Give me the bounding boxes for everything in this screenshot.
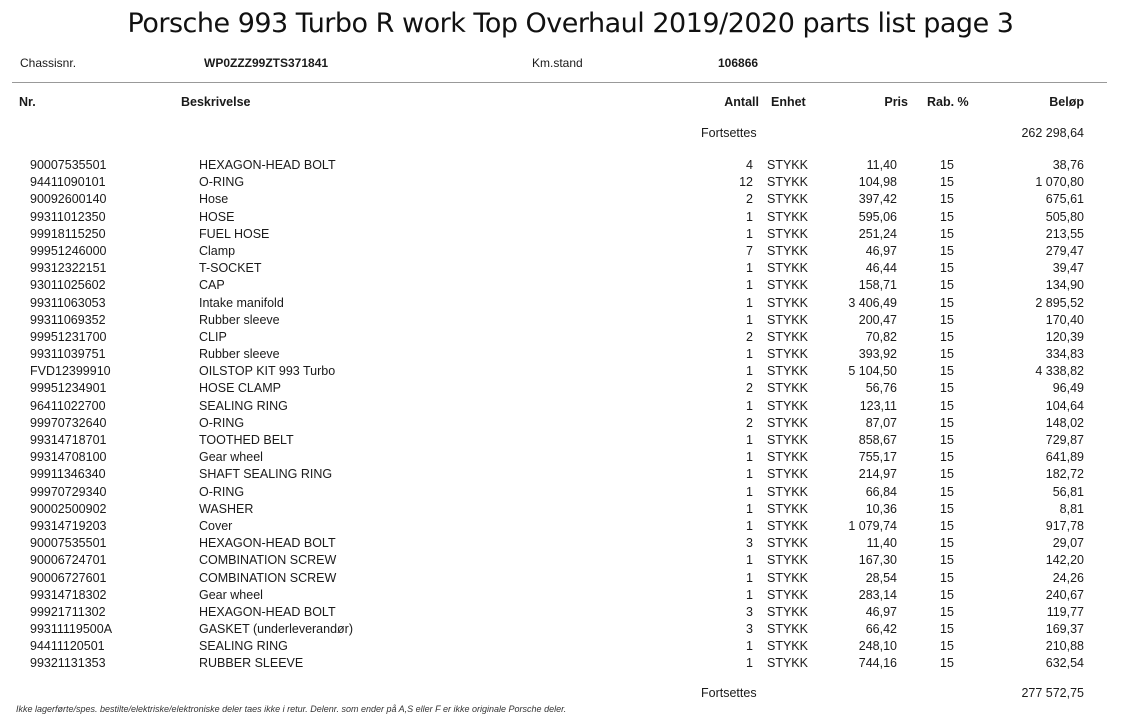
unit: STYKK [767, 192, 808, 207]
part-description: HEXAGON-HEAD BOLT [199, 158, 336, 172]
table-row [0, 604, 1141, 621]
part-description: COMBINATION SCREW [199, 570, 337, 585]
unit: STYKK [767, 467, 808, 482]
discount: 15 [940, 501, 954, 516]
table-row [0, 174, 1141, 191]
part-description: CAP [199, 278, 225, 293]
unit: STYKK [767, 158, 808, 172]
part-number: 99951234901 [30, 381, 107, 396]
part-description: Rubber sleeve [199, 312, 280, 327]
part-number: 99312322151 [30, 261, 107, 276]
quantity: 1 [746, 639, 753, 654]
quantity: 3 [746, 604, 753, 619]
table-row [0, 449, 1141, 466]
part-number: 90007535501 [30, 536, 107, 551]
line-amount: 170,40 [1045, 312, 1084, 327]
table-row [0, 363, 1141, 380]
part-description: HOSE [199, 209, 235, 224]
table-row [0, 209, 1141, 226]
unit-price: 56,76 [865, 381, 897, 396]
part-number: 90092600140 [30, 192, 107, 207]
quantity: 1 [746, 278, 753, 293]
discount: 15 [940, 467, 954, 482]
discount: 15 [940, 656, 954, 671]
carry-in-amount: 262 298,64 [1021, 126, 1084, 140]
chassis-label: Chassisnr. [20, 56, 77, 70]
quantity: 1 [746, 484, 753, 499]
discount: 15 [940, 158, 954, 172]
part-description: COMBINATION SCREW [199, 553, 337, 568]
line-amount: 4 338,82 [1035, 364, 1084, 379]
line-amount: 729,87 [1045, 433, 1084, 447]
header-price: Pris [884, 95, 908, 109]
chassis-value: WP0ZZZ99ZTS371841 [204, 56, 329, 70]
part-number: 99951246000 [30, 243, 107, 258]
unit-price: 858,67 [858, 433, 897, 447]
part-number: 99314719203 [30, 518, 107, 533]
unit: STYKK [767, 398, 808, 413]
carry-out-label: Fortsettes [701, 686, 757, 700]
line-amount: 119,77 [1046, 604, 1084, 619]
part-description: OILSTOP KIT 993 Turbo [199, 364, 336, 379]
quantity: 1 [746, 312, 753, 327]
unit-price: 755,17 [858, 450, 897, 465]
part-description: FUEL HOSE [199, 226, 270, 241]
header-nr: Nr. [19, 95, 36, 109]
part-number: 90006724701 [30, 553, 107, 568]
table-row [0, 157, 1141, 174]
unit-price: 744,16 [858, 656, 897, 671]
line-amount: 39,47 [1052, 261, 1084, 276]
carry-out-amount: 277 572,75 [1021, 686, 1084, 700]
line-amount: 38,76 [1052, 158, 1084, 172]
line-amount: 120,39 [1045, 329, 1084, 344]
table-row [0, 638, 1141, 655]
unit: STYKK [767, 536, 808, 551]
quantity: 3 [746, 622, 753, 637]
unit: STYKK [767, 433, 808, 447]
header-divider [12, 82, 1107, 83]
table-row [0, 295, 1141, 312]
part-description: GASKET (underleverandør) [199, 622, 353, 637]
table-row [0, 346, 1141, 363]
part-description: Intake manifold [199, 295, 284, 310]
discount: 15 [940, 192, 954, 207]
unit: STYKK [767, 604, 808, 619]
table-row [0, 535, 1141, 552]
line-amount: 641,89 [1045, 450, 1084, 465]
line-amount: 2 895,52 [1035, 295, 1084, 310]
unit: STYKK [767, 501, 808, 516]
unit: STYKK [767, 226, 808, 241]
unit-price: 200,47 [858, 312, 897, 327]
line-amount: 24,26 [1052, 570, 1084, 585]
part-number: 99311119500A [30, 622, 113, 637]
quantity: 2 [746, 329, 753, 344]
quantity: 1 [746, 450, 753, 465]
header-amount: Beløp [1049, 95, 1084, 109]
unit: STYKK [767, 209, 808, 224]
part-number: 99311069352 [30, 312, 106, 327]
line-amount: 29,07 [1052, 536, 1084, 551]
line-amount: 96,49 [1052, 381, 1084, 396]
km-label: Km.stand [532, 56, 583, 70]
unit-price: 66,84 [865, 484, 897, 499]
unit-price: 214,97 [858, 467, 897, 482]
part-number: 99970732640 [30, 415, 107, 430]
quantity: 1 [746, 295, 753, 310]
part-description: RUBBER SLEEVE [199, 656, 304, 671]
unit-price: 283,14 [858, 587, 897, 602]
line-amount: 8,81 [1059, 501, 1084, 516]
unit-price: 11,40 [866, 158, 897, 172]
quantity: 1 [746, 398, 753, 413]
part-description: TOOTHED BELT [199, 433, 294, 447]
unit-price: 70,82 [865, 329, 897, 344]
table-row [0, 655, 1141, 672]
line-amount: 334,83 [1045, 347, 1084, 362]
part-number: 90002500902 [30, 501, 107, 516]
part-number: 99321131353 [30, 656, 106, 671]
discount: 15 [940, 570, 954, 585]
unit: STYKK [767, 364, 808, 379]
line-amount: 142,20 [1045, 553, 1084, 568]
unit: STYKK [767, 570, 808, 585]
unit: STYKK [767, 518, 808, 533]
discount: 15 [940, 226, 954, 241]
unit-price: 28,54 [865, 570, 897, 585]
table-row [0, 243, 1141, 260]
part-description: HOSE CLAMP [199, 381, 281, 396]
part-description: T-SOCKET [199, 261, 262, 276]
part-number: 99970729340 [30, 484, 107, 499]
line-amount: 169,37 [1045, 622, 1084, 637]
unit-price: 167,30 [858, 553, 897, 568]
table-row [0, 415, 1141, 432]
line-amount: 104,64 [1045, 398, 1084, 413]
unit: STYKK [767, 347, 808, 362]
table-row [0, 621, 1141, 638]
table-row [0, 191, 1141, 208]
unit: STYKK [767, 639, 808, 654]
part-description: WASHER [199, 501, 254, 516]
unit-price: 87,07 [865, 415, 897, 430]
discount: 15 [940, 536, 954, 551]
discount: 15 [940, 398, 954, 413]
quantity: 12 [739, 175, 753, 190]
header-quantity: Antall [724, 95, 759, 109]
table-row [0, 570, 1141, 587]
part-number: 99314718701 [30, 433, 107, 447]
part-number: 96411022700 [30, 398, 106, 413]
line-amount: 210,88 [1045, 639, 1084, 654]
line-amount: 56,81 [1052, 484, 1084, 499]
discount: 15 [940, 622, 954, 637]
quantity: 1 [746, 587, 753, 602]
part-number: 99311063053 [30, 295, 106, 310]
unit: STYKK [767, 175, 808, 190]
header-discount: Rab. % [927, 95, 969, 109]
quantity: 4 [746, 158, 753, 172]
line-amount: 148,02 [1045, 415, 1084, 430]
discount: 15 [940, 639, 954, 654]
unit-price: 595,06 [858, 209, 897, 224]
line-amount: 1 070,80 [1035, 175, 1084, 190]
part-number: 93011025602 [30, 278, 106, 293]
table-row [0, 277, 1141, 294]
part-description: Gear wheel [199, 587, 263, 602]
discount: 15 [940, 381, 954, 396]
table-row [0, 380, 1141, 397]
discount: 15 [940, 243, 954, 258]
unit-price: 158,71 [858, 278, 897, 293]
discount: 15 [940, 587, 954, 602]
unit: STYKK [767, 243, 808, 258]
quantity: 7 [746, 243, 753, 258]
part-description: Hose [199, 192, 229, 207]
header-unit: Enhet [771, 95, 806, 109]
table-row [0, 260, 1141, 277]
part-description: O-RING [199, 175, 245, 190]
table-row [0, 398, 1141, 415]
unit-price: 10,36 [865, 501, 897, 516]
discount: 15 [940, 518, 954, 533]
table-row [0, 501, 1141, 518]
discount: 15 [940, 484, 954, 499]
part-description: SHAFT SEALING RING [199, 467, 333, 482]
page-title: Porsche 993 Turbo R work Top Overhaul 2019/2020 parts list page 3 [127, 8, 1014, 39]
unit-price: 393,92 [858, 347, 897, 362]
quantity: 1 [746, 364, 753, 379]
quantity: 1 [746, 656, 753, 671]
quantity: 1 [746, 347, 753, 362]
part-description: Rubber sleeve [199, 347, 280, 362]
unit: STYKK [767, 329, 808, 344]
unit-price: 11,40 [866, 536, 897, 551]
unit-price: 3 406,49 [848, 295, 897, 310]
part-number: FVD12399910 [30, 364, 111, 379]
part-description: HEXAGON-HEAD BOLT [199, 604, 336, 619]
unit-price: 251,24 [858, 226, 897, 241]
unit: STYKK [767, 553, 808, 568]
quantity: 2 [746, 192, 753, 207]
discount: 15 [940, 295, 954, 310]
unit-price: 123,11 [859, 398, 897, 413]
unit-price: 66,42 [865, 622, 897, 637]
table-row [0, 587, 1141, 604]
unit: STYKK [767, 622, 808, 637]
line-amount: 917,78 [1045, 518, 1084, 533]
discount: 15 [940, 329, 954, 344]
line-amount: 675,61 [1045, 192, 1084, 207]
table-row [0, 552, 1141, 569]
part-number: 99911346340 [30, 467, 106, 482]
unit-price: 104,98 [858, 175, 897, 190]
part-number: 99311012350 [30, 209, 106, 224]
unit-price: 1 079,74 [848, 518, 897, 533]
unit: STYKK [767, 261, 808, 276]
part-number: 94411120501 [30, 639, 105, 654]
part-description: HEXAGON-HEAD BOLT [199, 536, 336, 551]
unit: STYKK [767, 278, 808, 293]
table-row [0, 312, 1141, 329]
discount: 15 [940, 278, 954, 293]
part-number: 90007535501 [30, 158, 107, 172]
part-number: 99951231700 [30, 329, 107, 344]
unit: STYKK [767, 415, 808, 430]
quantity: 2 [746, 381, 753, 396]
carry-in-label: Fortsettes [701, 126, 757, 140]
unit: STYKK [767, 484, 808, 499]
discount: 15 [940, 364, 954, 379]
unit: STYKK [767, 450, 808, 465]
unit-price: 46,97 [865, 243, 897, 258]
km-value: 106866 [718, 56, 759, 70]
parts-table-body [0, 157, 1141, 673]
line-amount: 134,90 [1045, 278, 1084, 293]
discount: 15 [940, 604, 954, 619]
table-row [0, 432, 1141, 449]
quantity: 2 [746, 415, 753, 430]
part-description: SEALING RING [199, 398, 288, 413]
part-description: Gear wheel [199, 450, 263, 465]
discount: 15 [940, 261, 954, 276]
footer-note: Ikke lagerførte/spes. bestilte/elektriske/elektroniske deler taes ikke i retur. Delenr. som ender på A,S eller F er ikke originale Porsche deler. [16, 704, 567, 714]
quantity: 1 [746, 433, 753, 447]
part-description: CLIP [199, 329, 227, 344]
quantity: 1 [746, 261, 753, 276]
unit-price: 397,42 [858, 192, 897, 207]
unit-price: 46,97 [865, 604, 897, 619]
discount: 15 [940, 450, 954, 465]
table-row [0, 226, 1141, 243]
quantity: 1 [746, 501, 753, 516]
table-row [0, 518, 1141, 535]
line-amount: 632,54 [1045, 656, 1084, 671]
part-number: 99314718302 [30, 587, 107, 602]
discount: 15 [940, 175, 954, 190]
unit: STYKK [767, 381, 808, 396]
discount: 15 [940, 433, 954, 447]
unit: STYKK [767, 295, 808, 310]
line-amount: 213,55 [1045, 226, 1084, 241]
part-description: Cover [199, 518, 233, 533]
table-row [0, 484, 1141, 501]
line-amount: 182,72 [1045, 467, 1084, 482]
unit-price: 46,44 [865, 261, 897, 276]
part-description: Clamp [199, 243, 236, 258]
unit-price: 248,10 [858, 639, 897, 654]
part-description: O-RING [199, 415, 245, 430]
header-description: Beskrivelse [181, 95, 251, 109]
part-number: 99311039751 [30, 347, 106, 362]
discount: 15 [940, 415, 954, 430]
unit: STYKK [767, 312, 808, 327]
part-description: O-RING [199, 484, 245, 499]
line-amount: 279,47 [1045, 243, 1084, 258]
part-number: 99314708100 [30, 450, 107, 465]
discount: 15 [940, 312, 954, 327]
part-number: 94411090101 [30, 175, 106, 190]
part-number: 90006727601 [30, 570, 107, 585]
line-amount: 505,80 [1045, 209, 1084, 224]
table-row [0, 466, 1141, 483]
quantity: 1 [746, 518, 753, 533]
quantity: 3 [746, 536, 753, 551]
discount: 15 [940, 209, 954, 224]
unit: STYKK [767, 587, 808, 602]
discount: 15 [940, 553, 954, 568]
quantity: 1 [746, 553, 753, 568]
part-description: SEALING RING [199, 639, 288, 654]
discount: 15 [940, 347, 954, 362]
part-number: 99918115250 [30, 226, 106, 241]
quantity: 1 [746, 570, 753, 585]
quantity: 1 [746, 209, 753, 224]
table-row [0, 329, 1141, 346]
quantity: 1 [746, 226, 753, 241]
line-amount: 240,67 [1045, 587, 1084, 602]
unit: STYKK [767, 656, 808, 671]
part-number: 99921711302 [30, 604, 106, 619]
unit-price: 5 104,50 [848, 364, 897, 379]
quantity: 1 [746, 467, 753, 482]
